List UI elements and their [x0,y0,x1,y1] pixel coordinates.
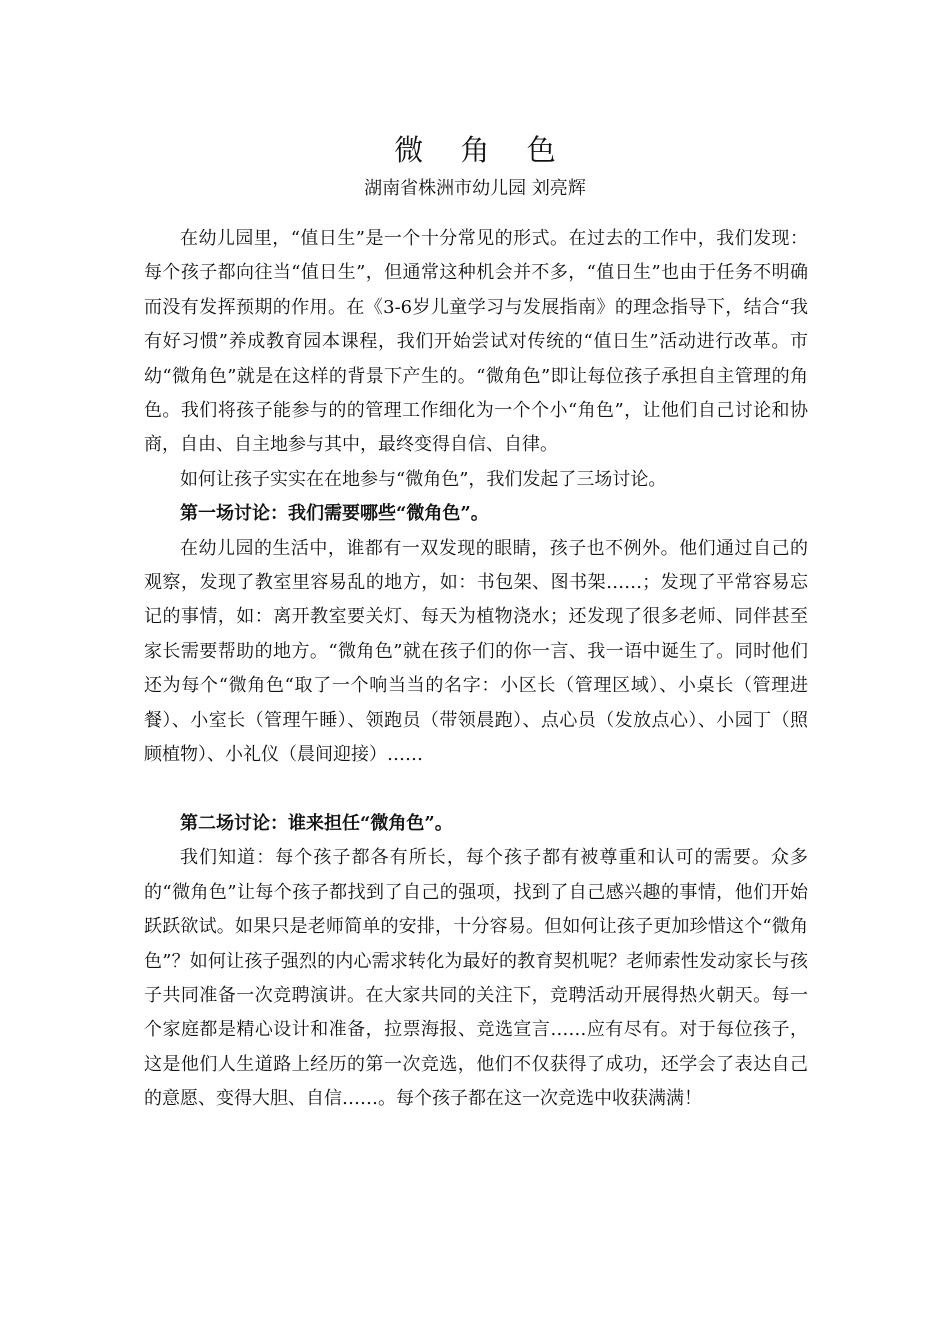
discussion-intro-paragraph: 如何让孩子实实在在地参与“微角色”，我们发起了三场讨论。 [180,468,667,490]
paragraph-spacer [144,773,808,807]
section-heading-second-discussion: 第二场讨论：谁来担任“微角色”。 [180,812,453,834]
section-heading-first-discussion: 第一场讨论：我们需要哪些“微角色”。 [180,503,489,525]
intro-paragraph: 在幼儿园里，“值日生”是一个十分常见的形式。在过去的工作中，我们发现：每个孩子都向往当“值日生”，但通常这种机会并不多，“值日生”也由于任务不明确而没有发挥预期的作用。在《3-6岁儿童学习与发展指南》的理念指导下，结合“我有好习惯”养成教育园本课程，我们开始尝试对传统的“值日生”活动进行改革。市幼“微角色”就是在这样的背景下产生的。“微角色”即让每位孩子承担自主管理的角色。我们将孩子能参与的的管理工作细化为一个个小“角色”，让他们自己讨论和协商，自由、自主地参与其中，最终变得自信、自律。 [144,228,808,456]
first-discussion-paragraph: 在幼儿园的生活中，谁都有一双发现的眼睛，孩子也不例外。他们通过自己的观察，发现了教室里容易乱的地方，如：书包架、图书架……；发现了平常容易忘记的事情，如：离开教室要关灯、每天为植物浇水；还发现了很多老师、同伴甚至家长需要帮助的地方。“微角色”就在孩子们的你一言、我一语中诞生了。同时他们还为每个“微角色“取了一个响当当的名字：小区长（管理区域）、小桌长（管理进餐）、小室长（管理午睡）、领跑员（带领晨跑）、点心员（发放点心）、小园丁（照顾植物）、小礼仪（晨间迎接）…… [144,537,808,766]
second-discussion-paragraph: 我们知道：每个孩子都各有所长，每个孩子都有被尊重和认可的需要。众多的“微角色”让每个孩子都找到了自己的强项，找到了自己感兴趣的事情，他们开始跃跃欲试。如果只是老师简单的安排，十分容易。但如何让孩子更加珍惜这个“微角色”？如何让孩子强烈的内心需求转化为最好的教育契机呢？老师索性发动家长与孩子共同准备一次竞聘演讲。在大家共同的关注下，竞聘活动开展得热火朝天。每一个家庭都是精心设计和准备，拉票海报、竞选宣言……应有尽有。对于每位孩子，这是他们人生道路上经历的第一次竞选，他们不仅获得了成功，还学会了表达自己的意愿、变得大胆、自信……。每个孩子都在这一次竞选中收获满满！ [144,847,808,1110]
document-body [144,222,808,1117]
document-title: 微 角 色 [394,133,570,167]
author-line: 湖南省株洲市幼儿园 刘亮辉 [364,178,586,199]
